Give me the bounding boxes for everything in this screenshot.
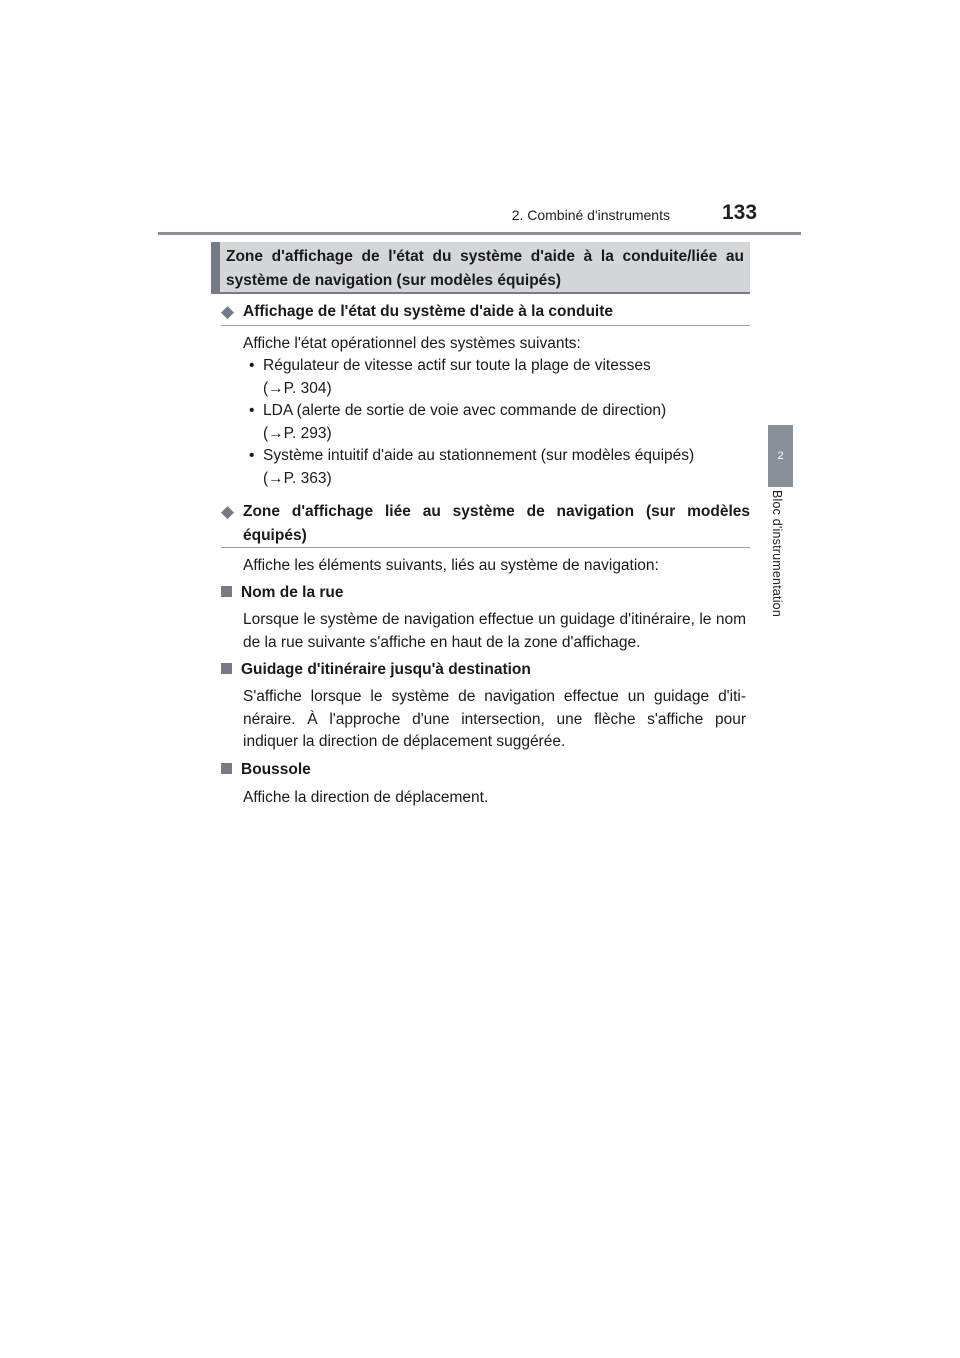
subsection-heading-text: Affichage de l'état du système d'aide à la conduite [243, 303, 613, 320]
subsection-divider [221, 547, 750, 548]
subsection-heading-navigation [221, 500, 750, 548]
page-reference-link[interactable]: (→P. 363) [263, 469, 332, 487]
intro-text: Affiche l'état opérationnel des systèmes suivants: [243, 335, 581, 352]
section-header: 2. Combiné d'instruments [511, 207, 670, 223]
item-description: Affiche la direction de déplacement. [243, 789, 489, 806]
square-bullet-icon [221, 663, 232, 674]
item-heading-compass [221, 759, 311, 781]
intro-text: Affiche les éléments suivants, liés au système de navigation: [243, 557, 659, 574]
bullet-dot-icon: • [249, 447, 255, 464]
item-heading-route-guidance [221, 659, 531, 681]
header-divider [158, 232, 801, 235]
chapter-label: Bloc d'instrumentation [770, 490, 784, 617]
square-bullet-icon [221, 763, 232, 774]
item-heading-text: Guidage d'itinéraire jusqu'à destination [241, 661, 531, 678]
bullet-dot-icon: • [249, 402, 255, 419]
item-heading-text: Boussole [241, 761, 311, 778]
item-description: S'affiche lorsque le système de navigation effectue un guidage d'iti-néraire. À l'approche d'une intersection, une flèche s'affiche pour indiquer la direction de déplacement suggérée. [243, 688, 746, 750]
page-reference-link[interactable]: (→P. 293) [263, 424, 332, 442]
diamond-icon: ◆ [221, 302, 235, 321]
list-item-text: Régulateur de vitesse actif sur toute la plage de vitesses [263, 357, 651, 374]
section-title: Zone d'affichage de l'état du système d'aide à la conduite/liée au système de navigation (sur modèles équipés) [226, 248, 744, 289]
square-bullet-icon [221, 586, 232, 597]
chapter-tab [768, 425, 793, 487]
bullet-dot-icon: • [249, 357, 255, 374]
item-heading-street-name [221, 582, 344, 604]
list-item [249, 355, 749, 400]
list-item-text: Système intuitif d'aide au stationnement (sur modèles équipés) [263, 447, 695, 464]
subsection-heading-text: Zone d'affichage liée au système de navigation (sur modèles équipés) [243, 503, 750, 544]
page-number: 133 [722, 201, 758, 224]
list-item-text: LDA (alerte de sortie de voie avec commande de direction) [263, 402, 667, 419]
diamond-icon: ◆ [221, 502, 235, 521]
chapter-number: 2 [777, 450, 784, 462]
item-heading-text: Nom de la rue [241, 584, 344, 601]
item-description: Lorsque le système de navigation effectue un guidage d'itinéraire, le nom de la rue suivante s'affiche en haut de la zone d'affichage. [243, 611, 746, 651]
subsection-divider [221, 325, 750, 326]
list-item [249, 400, 749, 445]
list-item [249, 445, 749, 490]
subsection-heading-driving-assist [221, 300, 750, 324]
section-title-box [211, 242, 750, 294]
page-reference-link[interactable]: (→P. 304) [263, 379, 332, 397]
